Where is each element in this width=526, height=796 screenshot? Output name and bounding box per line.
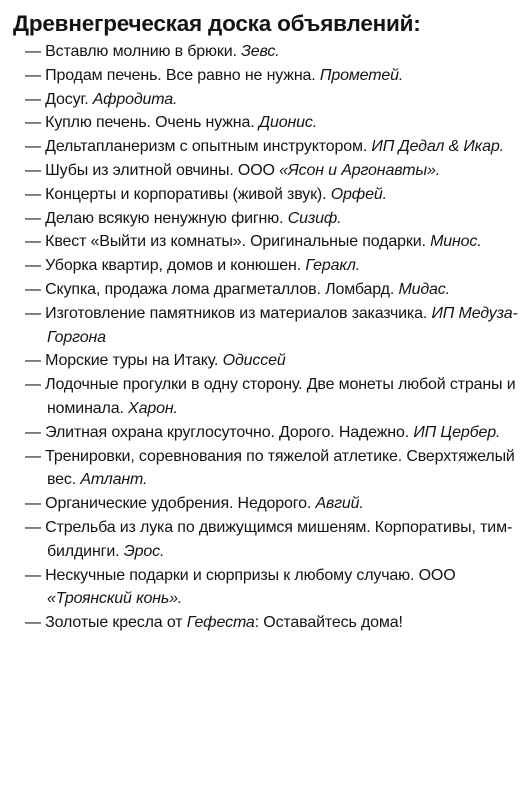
ad-signature: Эрос. — [123, 542, 165, 560]
ad-text: — Продам печень. Все равно не нужна. — [25, 66, 316, 84]
ad-item — [13, 349, 518, 373]
ad-tail: : Оставайтесь дома! — [254, 614, 403, 632]
ad-signature: «Ясон и Аргонавты». — [279, 161, 441, 179]
ad-text: — Органические удобрения. Недорого. — [25, 495, 312, 513]
ad-item — [13, 207, 518, 231]
ad-text: — Вставлю молнию в брюки. — [25, 43, 237, 60]
ad-item — [13, 278, 518, 302]
ad-item — [13, 159, 518, 183]
ad-item — [13, 445, 518, 493]
ad-signature: ИП Дедал & Икар. — [371, 138, 504, 156]
ad-item — [13, 40, 518, 64]
ad-item — [13, 64, 518, 88]
ad-item — [13, 492, 518, 516]
ad-item — [13, 373, 518, 421]
ad-text: — Концерты и корпоративы (живой звук). — [25, 185, 327, 203]
ad-signature: «Троянский конь». — [47, 590, 183, 608]
ad-text: — Лодочные прогулки в одну сторону. Две монеты любой страны и номинала. — [25, 376, 516, 417]
ad-item — [13, 254, 518, 278]
ad-signature: Геракл. — [305, 257, 360, 275]
ad-signature: Сизиф. — [287, 209, 342, 227]
board-title: Древнегреческая доска объявлений: — [13, 11, 421, 36]
ad-signature: Орфей. — [330, 185, 387, 203]
ad-signature: ИП Цербер. — [413, 423, 501, 441]
ad-item — [13, 88, 518, 112]
ad-text: — Стрельба из лука по движущимся мишеням. Корпоративы, тим-билдинги. — [25, 518, 513, 560]
ad-item — [13, 421, 518, 445]
ad-item — [13, 135, 518, 159]
ad-signature: Афродита. — [92, 90, 178, 108]
ad-text: — Досуг. — [25, 90, 89, 108]
ad-signature: Мидас. — [398, 280, 450, 298]
ad-text: — Изготовление памятников из материалов заказчика. — [25, 304, 428, 322]
ad-item — [13, 183, 518, 207]
ad-text: — Элитная охрана круглосуточно. Дорого. Надежно. — [25, 423, 410, 441]
ad-signature: Прометей. — [319, 66, 404, 84]
ad-item — [13, 611, 518, 635]
ad-item — [13, 564, 518, 612]
ad-item — [13, 516, 518, 564]
ad-signature: Атлант. — [80, 471, 148, 489]
ad-text: — Морские туры на Итаку. — [25, 352, 219, 370]
ad-item — [13, 111, 518, 135]
ad-item — [13, 230, 518, 254]
ad-text: — Золотые кресла от — [25, 614, 183, 632]
ad-text: — Уборка квартир, домов и конюшен. — [25, 257, 302, 275]
ad-signature: Авгий. — [315, 495, 364, 513]
ad-item — [13, 302, 518, 350]
ad-text: — Куплю печень. Очень нужна. — [25, 114, 255, 132]
ad-signature: Харон. — [128, 399, 178, 417]
ad-text: — Тренировки, соревнования по тяжелой атлетике. Сверхтяжелый вес. — [25, 447, 515, 489]
ad-text: — Шубы из элитной овчины. ООО — [25, 161, 275, 179]
ad-text: — Делаю всякую ненужную фигню. — [25, 209, 284, 227]
ad-signature: Дионис. — [258, 114, 318, 132]
ad-signature: Зевс. — [241, 43, 280, 60]
ad-signature: Одиссей — [222, 352, 286, 370]
ad-text: — Скупка, продажа лома драгметаллов. Ломбард. — [25, 280, 395, 298]
ad-text: — Дельтапланеризм с опытным инструктором. — [25, 138, 368, 156]
ad-text: — Нескучные подарки и сюрпризы к любому случаю. ООО — [25, 566, 456, 584]
ad-signature: ИП Медуза-Горгона — [47, 304, 518, 346]
ads-list — [13, 40, 518, 635]
ad-signature: Гефеста — [186, 614, 255, 632]
ad-text: — Квест «Выйти из комнаты». Оригинальные подарки. — [25, 233, 426, 251]
ad-signature: Минос. — [430, 233, 482, 251]
